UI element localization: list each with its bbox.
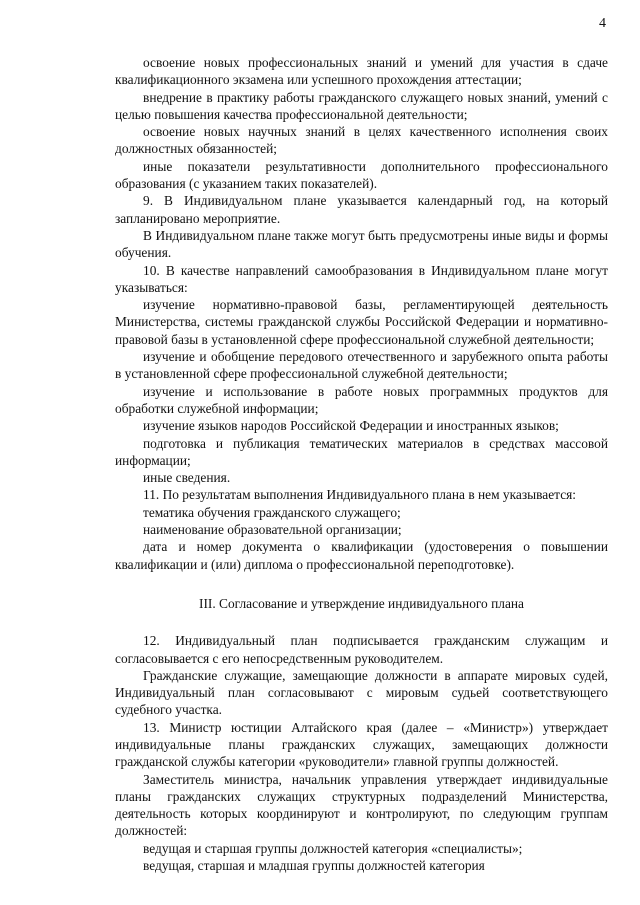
paragraph: В Индивидуальном плане также могут быть предусмотрены иные виды и формы обучения. [115, 227, 608, 261]
paragraph: иные сведения. [143, 470, 231, 486]
paragraph: 13. Министр юстиции Алтайского края (далее – «Министр») утверждает индивидуальные планы гражданских служащих, замещающих должности гражданской службы категории «руководители» главной группы должностей. [115, 719, 608, 770]
paragraph: ведущая и старшая группы должностей категория «специалисты»; [143, 840, 523, 856]
paragraph: Заместитель министра, начальник управления утверждает индивидуальные планы гражданских служащих структурных подразделений Министерства, деятельность которых координируют и контролируют, по следующим группам должностей: [115, 771, 608, 839]
paragraph: наименование образовательной организации; [143, 522, 402, 538]
paragraph: 10. В качестве направлений самообразования в Индивидуальном плане могут указываться: [115, 262, 608, 295]
paragraph: внедрение в практику работы гражданского служащего новых знаний, умений с целью повышения качества профессиональной деятельности; [115, 89, 608, 122]
paragraph: изучение нормативно-правовой базы, регламентирующей деятельность Министерства, системы гражданской службы Российской Федерации и нормативно-правовой базы в установленной сфере профессиональной служебной деятельности; [115, 297, 608, 347]
paragraph: изучение и обобщение передового отечественного и зарубежного опыта работы в установленной сфере профессиональной служебной деятельности; [115, 349, 608, 382]
paragraph: иные показатели результативности дополнительного профессионального образования (с указанием таких показателей). [115, 158, 608, 192]
paragraph: 12. Индивидуальный план подписывается гражданским служащим и согласовывается с его непосредственным руководителем. [115, 633, 608, 666]
section-heading: III. Согласование и утверждение индивидуального плана [198, 595, 524, 611]
paragraph: 11. По результатам выполнения Индивидуального плана в нем указывается: [143, 487, 577, 503]
paragraph: ведущая, старшая и младшая группы должностей категория [143, 858, 485, 874]
page-number: 4 [599, 16, 606, 31]
paragraph: освоение новых профессиональных знаний и умений для участия в сдаче квалификационного экзамена или успешного прохождения аттестации; [115, 55, 608, 88]
paragraph: дата и номер документа о квалификации (удостоверения о повышении квалификации и (или) диплома о профессиональной переподготовке). [115, 539, 608, 572]
paragraph: освоение новых научных знаний в целях качественного исполнения своих должностных обязанностей; [115, 124, 608, 157]
paragraph: тематика обучения гражданского служащего; [143, 504, 401, 520]
paragraph: изучение и использование в работе новых программных продуктов для обработки служебной информации; [115, 383, 608, 416]
paragraph: 9. В Индивидуальном плане указывается календарный год, на который запланировано мероприятие. [115, 193, 608, 226]
paragraphs-after-heading [115, 632, 608, 874]
paragraph: изучение языков народов Российской Федерации и иностранных языков; [143, 418, 559, 434]
document-body [115, 54, 608, 874]
paragraph: Гражданские служащие, замещающие должности в аппарате мировых судей, Индивидуальный план согласовывают с мировым судьей соответствующего судебного участка. [115, 667, 608, 718]
paragraphs-before-heading [115, 54, 608, 573]
paragraph: подготовка и публикация тематических материалов в средствах массовой информации; [115, 435, 608, 468]
